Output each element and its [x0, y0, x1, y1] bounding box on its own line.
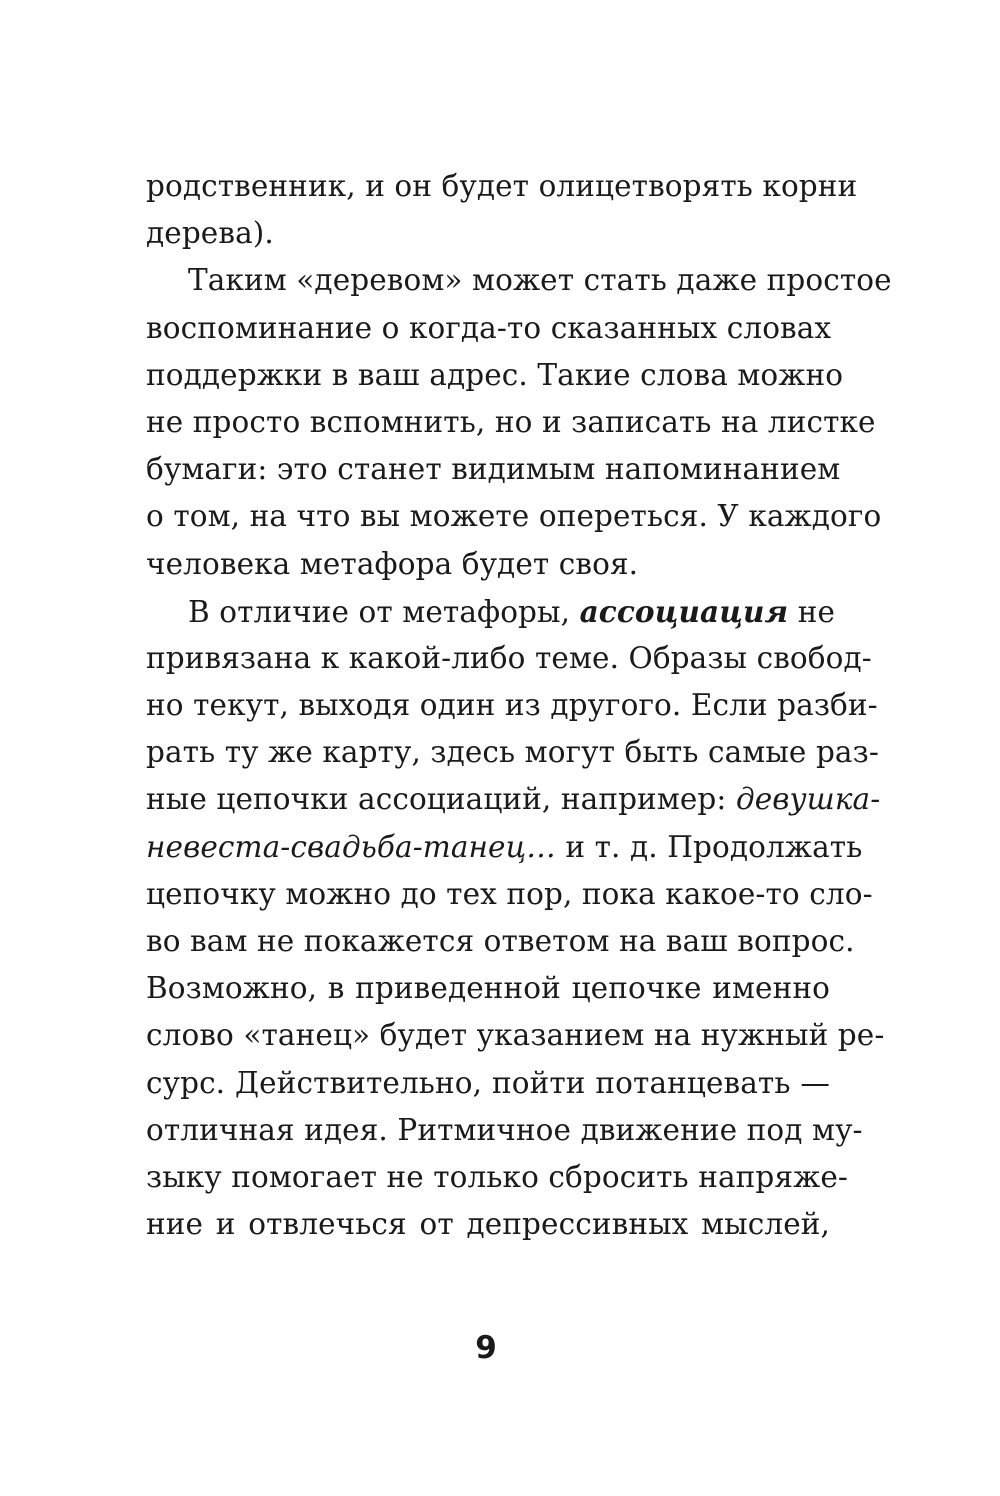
text-line: не просто вспомнить, но и записать на листке — [146, 404, 876, 439]
emphasized-term: ассоциация — [579, 593, 789, 629]
text-segment: ные цепочки ассоциаций, например: — [146, 782, 727, 817]
body-text — [146, 163, 892, 1248]
text-line: воспоминание о когда-то сказанных словах — [146, 310, 832, 345]
text-line: бумаги: это станет видимым напоминанием — [146, 452, 841, 487]
text-line: отличная идея. Ритмичное движение под му- — [146, 1112, 863, 1147]
italic-example: невеста-свадьба-танец… — [146, 829, 556, 864]
text-line: родственник, и он будет олицетворять корни — [146, 169, 858, 203]
text-line: рать ту же карту, здесь могут быть самые раз- — [146, 735, 879, 770]
text-segment: В отличие от метафоры, — [188, 594, 571, 629]
text-line: ние и отвлечься от депрессивных мыслей, — [146, 1207, 830, 1242]
text-line: во вам не покажется ответом на ваш вопрос. — [146, 924, 855, 958]
text-line: сурс. Действительно, пойти потанцевать — — [146, 1065, 830, 1100]
text-line: поддержки в ваш адрес. Такие слова можно — [146, 357, 844, 392]
text-line: человека метафора будет своя. — [146, 546, 639, 581]
text-line: привязана к какой-либо теме. Образы свобод- — [146, 640, 872, 675]
text-line — [146, 776, 881, 823]
text-segment: не — [797, 594, 836, 629]
text-line: о том, на что вы можете опереться. У каждого — [146, 499, 882, 534]
text-line: Таким «деревом» может стать даже простое — [188, 263, 892, 298]
italic-example: девушка- — [735, 782, 881, 817]
text-line: но текут, выходя один из другого. Если разби- — [146, 688, 878, 723]
text-line: слово «танец» будет указанием на нужный ре- — [146, 1018, 885, 1053]
text-line: Возможно, в приведенной цепочке именно — [146, 971, 830, 1006]
text-segment: и т. д. Продолжать — [565, 829, 863, 864]
page-number: 9 — [475, 1330, 497, 1366]
text-line: зыку помогает не только сбросить напряже- — [146, 1159, 848, 1194]
text-line — [146, 824, 863, 871]
text-line — [146, 588, 836, 635]
text-line: дерева). — [146, 216, 274, 251]
text-line: цепочку можно до тех пор, пока какое-то сло- — [146, 876, 873, 911]
